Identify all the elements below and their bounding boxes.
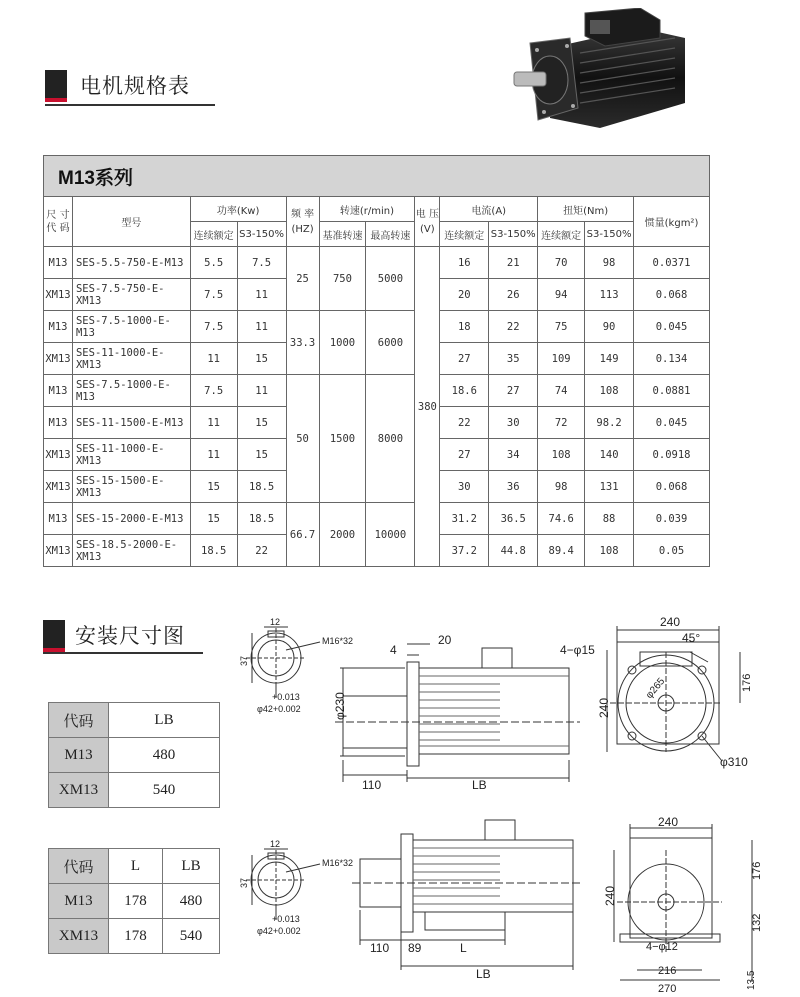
- dim-lb: LB: [472, 778, 487, 792]
- torque-continuous-cell: 94: [538, 279, 585, 311]
- header-max-speed: 最高转速: [366, 222, 415, 247]
- code-table-header: LB: [109, 703, 220, 738]
- size-code-cell: M13: [44, 407, 73, 439]
- frequency-cell: 25: [286, 247, 319, 311]
- value-cell: 540: [163, 919, 220, 954]
- inertia-cell: 0.0918: [634, 439, 710, 471]
- model-cell: SES-11-1000-E-XM13: [72, 343, 190, 375]
- model-cell: SES-15-2000-E-M13: [72, 503, 190, 535]
- base-speed-cell: 1000: [319, 311, 366, 375]
- torque-continuous-cell: 108: [538, 439, 585, 471]
- spec-table: [43, 155, 710, 567]
- current-continuous-cell: 30: [440, 471, 489, 503]
- dim-20: 20: [438, 633, 452, 647]
- power-continuous-cell: 11: [190, 439, 237, 471]
- torque-s3-cell: 98: [585, 247, 634, 279]
- section-title-dimensions: 安装尺寸图: [75, 624, 185, 648]
- torque-s3-cell: 149: [585, 343, 634, 375]
- dim-lb: LB: [476, 967, 491, 981]
- inertia-cell: 0.068: [634, 279, 710, 311]
- current-s3-cell: 35: [489, 343, 538, 375]
- code-cell: M13: [49, 738, 109, 773]
- dim-flange-width: 240: [660, 615, 681, 629]
- model-cell: SES-7.5-1000-E-M13: [72, 375, 190, 407]
- header-current-s3: S3-150%: [489, 222, 538, 247]
- power-s3-cell: 11: [237, 311, 286, 343]
- power-s3-cell: 22: [237, 535, 286, 567]
- code-table-header: LB: [163, 849, 220, 884]
- header-current: 电流(A): [440, 197, 538, 222]
- current-continuous-cell: 27: [440, 439, 489, 471]
- dim-flange-176: 176: [741, 673, 753, 692]
- dim-foot-216: 216: [658, 965, 677, 977]
- power-s3-cell: 11: [237, 375, 286, 407]
- power-s3-cell: 15: [237, 407, 286, 439]
- dim-flange-holes: 4−φ15: [560, 643, 595, 657]
- max-speed-cell: 8000: [366, 375, 415, 503]
- frequency-cell: 50: [286, 375, 319, 503]
- current-s3-cell: 21: [489, 247, 538, 279]
- frequency-cell: 66.7: [286, 503, 319, 567]
- frequency-cell: 33.3: [286, 311, 319, 375]
- inertia-cell: 0.045: [634, 311, 710, 343]
- dim-foot-132: 132: [751, 913, 763, 932]
- inertia-cell: 0.045: [634, 407, 710, 439]
- dim-diameter-230: φ230: [333, 692, 347, 720]
- size-code-cell: XM13: [44, 279, 73, 311]
- section-marker: [45, 70, 67, 98]
- current-continuous-cell: 16: [440, 247, 489, 279]
- torque-s3-cell: 90: [585, 311, 634, 343]
- size-code-cell: M13: [44, 375, 73, 407]
- base-speed-cell: 750: [319, 247, 366, 311]
- model-cell: SES-18.5-2000-E-XM13: [72, 535, 190, 567]
- size-code-cell: XM13: [44, 535, 73, 567]
- dim-shaft-key: 12: [270, 839, 281, 849]
- dim-shaft-thread: M16*32: [322, 858, 354, 868]
- torque-continuous-cell: 89.4: [538, 535, 585, 567]
- power-continuous-cell: 7.5: [190, 279, 237, 311]
- dim-flange-height: 240: [603, 885, 617, 906]
- table-row: [44, 503, 710, 535]
- current-continuous-cell: 27: [440, 343, 489, 375]
- inertia-cell: 0.0371: [634, 247, 710, 279]
- code-table-header: 代码: [49, 849, 109, 884]
- model-cell: SES-7.5-1000-E-M13: [72, 311, 190, 343]
- power-continuous-cell: 7.5: [190, 375, 237, 407]
- code-cell: XM13: [49, 773, 109, 808]
- max-speed-cell: 6000: [366, 311, 415, 375]
- dim-flange-width: 240: [658, 815, 679, 829]
- dim-flange-height: 240: [597, 697, 611, 718]
- power-continuous-cell: 15: [190, 471, 237, 503]
- value-cell: 178: [109, 884, 163, 919]
- current-continuous-cell: 37.2: [440, 535, 489, 567]
- torque-continuous-cell: 98: [538, 471, 585, 503]
- header-speed: 转速(r/min): [319, 197, 415, 222]
- header-torque-s3: S3-150%: [585, 222, 634, 247]
- dim-foot-holes: 4−φ12: [646, 941, 678, 953]
- dim-shaft-tolerance: +0.013: [272, 914, 300, 924]
- table-row: [44, 247, 710, 279]
- torque-continuous-cell: 74: [538, 375, 585, 407]
- power-continuous-cell: 5.5: [190, 247, 237, 279]
- power-continuous-cell: 11: [190, 343, 237, 375]
- motor-image: [510, 8, 690, 138]
- value-cell: 540: [109, 773, 220, 808]
- inertia-cell: 0.039: [634, 503, 710, 535]
- current-s3-cell: 34: [489, 439, 538, 471]
- max-speed-cell: 5000: [366, 247, 415, 311]
- torque-continuous-cell: 75: [538, 311, 585, 343]
- torque-s3-cell: 88: [585, 503, 634, 535]
- header-power: 功率(Kw): [190, 197, 286, 222]
- model-cell: SES-11-1500-E-M13: [72, 407, 190, 439]
- header-size-code: 尺 寸 代 码: [44, 197, 73, 247]
- inertia-cell: 0.068: [634, 471, 710, 503]
- current-s3-cell: 36: [489, 471, 538, 503]
- dim-shaft-tolerance: +0.013: [272, 692, 300, 702]
- power-s3-cell: 18.5: [237, 503, 286, 535]
- value-cell: 480: [109, 738, 220, 773]
- torque-continuous-cell: 74.6: [538, 503, 585, 535]
- dim-4: 4: [390, 643, 397, 657]
- code-table-header: L: [109, 849, 163, 884]
- model-cell: SES-15-1500-E-XM13: [72, 471, 190, 503]
- current-s3-cell: 27: [489, 375, 538, 407]
- dim-l: L: [460, 941, 467, 955]
- size-code-cell: M13: [44, 311, 73, 343]
- power-s3-cell: 15: [237, 343, 286, 375]
- torque-s3-cell: 108: [585, 375, 634, 407]
- dim-flange-265: φ265: [643, 676, 668, 701]
- current-s3-cell: 22: [489, 311, 538, 343]
- base-speed-cell: 2000: [319, 503, 366, 567]
- dim-shaft-thread: M16*32: [322, 636, 354, 646]
- dim-shaft-depth: 37: [239, 877, 249, 888]
- spec-table-body: [44, 247, 710, 567]
- torque-s3-cell: 140: [585, 439, 634, 471]
- base-speed-cell: 1500: [319, 375, 366, 503]
- current-continuous-cell: 31.2: [440, 503, 489, 535]
- value-cell: 480: [163, 884, 220, 919]
- header-torque: 扭矩(Nm): [538, 197, 634, 222]
- code-cell: XM13: [49, 919, 109, 954]
- value-cell: 178: [109, 919, 163, 954]
- header-voltage: 电 压 (V): [415, 197, 440, 247]
- size-code-cell: XM13: [44, 439, 73, 471]
- power-continuous-cell: 11: [190, 407, 237, 439]
- header-model: 型号: [72, 197, 190, 247]
- header-power-s3: S3-150%: [237, 222, 286, 247]
- code-table-header: 代码: [49, 703, 109, 738]
- current-continuous-cell: 18.6: [440, 375, 489, 407]
- power-s3-cell: 18.5: [237, 471, 286, 503]
- dim-89: 89: [408, 941, 422, 955]
- dim-flange-176: 176: [751, 861, 763, 880]
- header-base-speed: 基准转速: [319, 222, 366, 247]
- current-continuous-cell: 18: [440, 311, 489, 343]
- max-speed-cell: 10000: [366, 503, 415, 567]
- series-title: M13系列: [44, 156, 710, 197]
- model-cell: SES-7.5-750-E-XM13: [72, 279, 190, 311]
- current-s3-cell: 26: [489, 279, 538, 311]
- current-s3-cell: 44.8: [489, 535, 538, 567]
- table-row: [44, 375, 710, 407]
- torque-continuous-cell: 70: [538, 247, 585, 279]
- torque-continuous-cell: 109: [538, 343, 585, 375]
- torque-continuous-cell: 72: [538, 407, 585, 439]
- inertia-cell: 0.134: [634, 343, 710, 375]
- header-torque-continuous: 连续额定: [538, 222, 585, 247]
- model-cell: SES-11-1000-E-XM13: [72, 439, 190, 471]
- header-current-continuous: 连续额定: [440, 222, 489, 247]
- dim-flange-angle: 45°: [682, 631, 701, 645]
- dim-foot-13-5: 13.5: [746, 970, 757, 990]
- power-continuous-cell: 7.5: [190, 311, 237, 343]
- dimension-drawings: [0, 600, 800, 997]
- header-inertia: 惯量(kgm²): [634, 197, 710, 247]
- dim-foot-270: 270: [658, 983, 677, 995]
- model-cell: SES-5.5-750-E-M13: [72, 247, 190, 279]
- current-s3-cell: 36.5: [489, 503, 538, 535]
- torque-s3-cell: 113: [585, 279, 634, 311]
- inertia-cell: 0.05: [634, 535, 710, 567]
- code-cell: M13: [49, 884, 109, 919]
- dim-110: 110: [362, 778, 382, 792]
- current-continuous-cell: 20: [440, 279, 489, 311]
- power-continuous-cell: 15: [190, 503, 237, 535]
- size-code-cell: XM13: [44, 471, 73, 503]
- torque-s3-cell: 108: [585, 535, 634, 567]
- header-power-continuous: 连续额定: [190, 222, 237, 247]
- size-code-cell: M13: [44, 503, 73, 535]
- size-code-cell: XM13: [44, 343, 73, 375]
- power-s3-cell: 15: [237, 439, 286, 471]
- dim-flange-310: φ310: [720, 755, 748, 769]
- dim-shaft-depth: 37: [239, 655, 249, 666]
- voltage-cell: 380: [415, 247, 440, 567]
- dim-shaft-diameter: φ42+0.002: [257, 926, 301, 936]
- header-frequency: 频 率 (HZ): [286, 197, 319, 247]
- section-divider: [45, 104, 215, 106]
- table-row: [44, 311, 710, 343]
- torque-s3-cell: 131: [585, 471, 634, 503]
- current-s3-cell: 30: [489, 407, 538, 439]
- dim-110: 110: [370, 941, 390, 955]
- power-s3-cell: 11: [237, 279, 286, 311]
- section-title-specs: 电机规格表: [80, 74, 190, 98]
- power-s3-cell: 7.5: [237, 247, 286, 279]
- dim-shaft-key: 12: [270, 617, 281, 627]
- current-continuous-cell: 22: [440, 407, 489, 439]
- power-continuous-cell: 18.5: [190, 535, 237, 567]
- dim-shaft-diameter: φ42+0.002: [257, 704, 301, 714]
- torque-s3-cell: 98.2: [585, 407, 634, 439]
- size-code-cell: M13: [44, 247, 73, 279]
- inertia-cell: 0.0881: [634, 375, 710, 407]
